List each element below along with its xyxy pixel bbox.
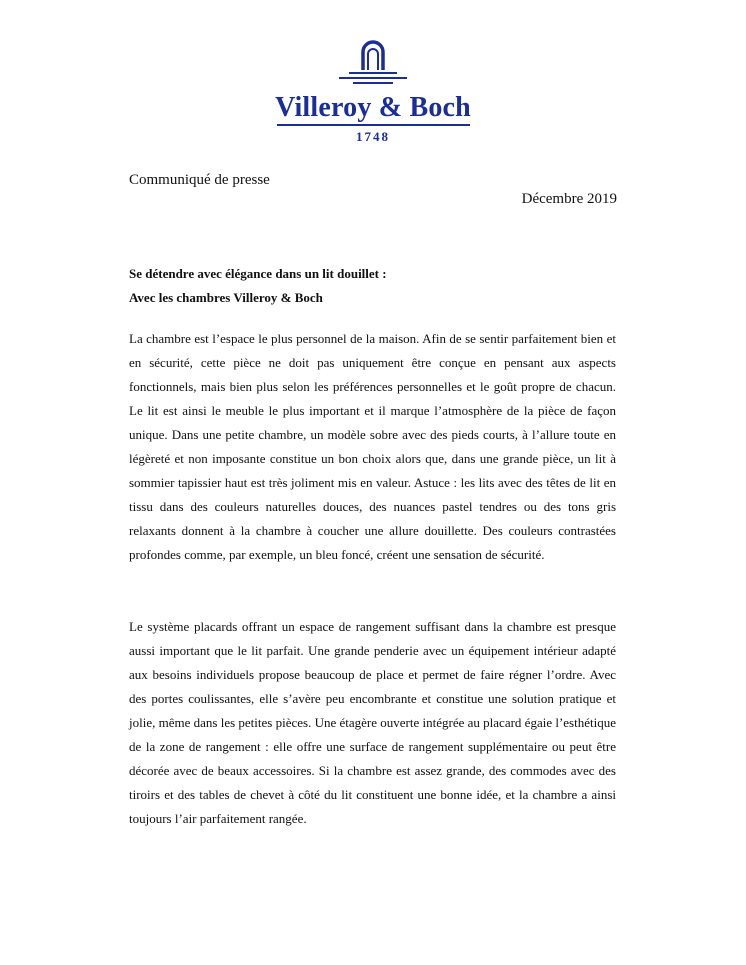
document-date: Décembre 2019 bbox=[521, 191, 617, 207]
brand-logo bbox=[263, 40, 483, 148]
brand-name: Villeroy & Boch bbox=[275, 92, 471, 123]
body-paragraph: Le système placards offrant un espace de rangement suffisant dans la chambre est presque aussi important que le lit parfait. Une grande penderie avec un équipement intérieur adapté aux besoins individuels propose beaucoup de place et permet de faire régner l’ordre. Avec des portes coulissantes, elle s’avère peu encombrante et constitue une solution pratique et jolie, même dans les petites pièces. Une étagère ouverte intégrée au placard égaie l’esthétique de la zone de rangement : elle offre une surface de rangement supplémentaire ou peut être décorée avec de beaux accessoires. Si la chambre est assez grande, des commodes avec des tiroirs et des tables de chevet à côté du lit constituent une bonne idée, et la chambre a ainsi toujours l’air parfaitement rangée. bbox=[129, 619, 616, 826]
body-paragraph: La chambre est l’espace le plus personnel de la maison. Afin de se sentir parfaitement bien et en sécurité, cette pièce ne doit pas uniquement être conçue en pensant aux aspects fonctionnels, mais bien plus selon les préférences personnelles et le goût propre de chacun. Le lit est ainsi le meuble le plus important et il marque l’atmosphère de la pièce de façon unique. Dans une petite chambre, un modèle sobre avec des pieds courts, à l’allure toute en légèreté et non imposante constitue un bon choix alors que, dans une grande pièce, un lit à sommier tapissier haut est très joliment mis en valeur. Astuce : les lits avec des têtes de lit en tissu dans des couleurs naturelles douces, des nuances pastel tendres ou des tons gris relaxants donnent à la chambre à coucher une allure douillette. Des couleurs contrastées profondes comme, par exemple, un bleu foncé, créent une sensation de sécurité. bbox=[129, 331, 616, 562]
document-type: Communiqué de presse bbox=[129, 172, 270, 188]
headline-line: Se détendre avec élégance dans un lit douillet : bbox=[129, 266, 387, 281]
brand-year: 1748 bbox=[356, 129, 390, 144]
fountain-icon bbox=[323, 40, 423, 90]
headline bbox=[129, 262, 619, 310]
brand-underline bbox=[277, 124, 470, 126]
headline-line: Avec les chambres Villeroy & Boch bbox=[129, 290, 323, 305]
